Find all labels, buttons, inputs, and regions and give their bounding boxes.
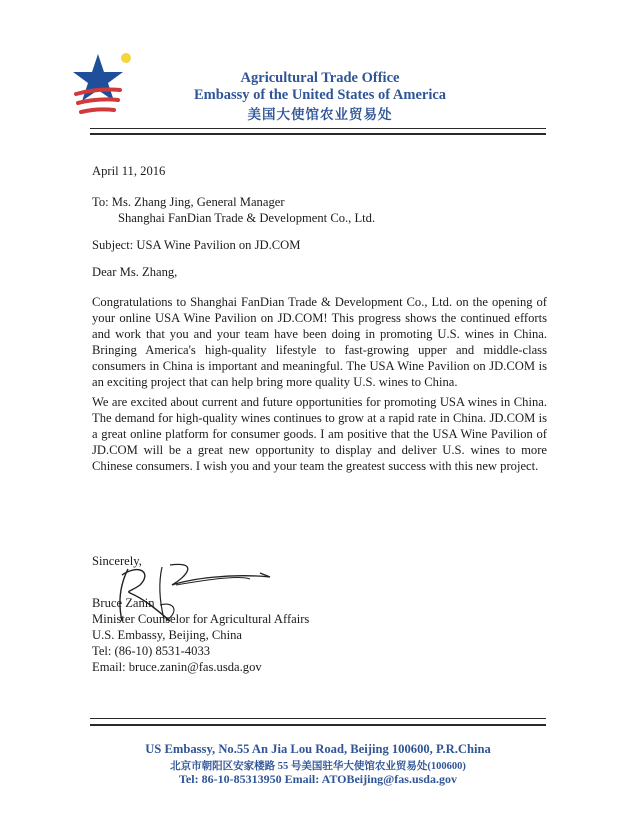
closing: Sincerely, [92,554,142,568]
office-title: Agricultural Trade Office [240,70,400,86]
signer-email: Email: bruce.zanin@fas.usda.gov [92,660,262,674]
body-paragraph: Congratulations to Shanghai FanDian Trade & Development Co., Ltd. on the opening of your online USA Wine Pavilion on JD.COM! This progress shows the continued efforts and work that you and your team have been doing in promoting U.S. wines in China. Bringing America's high-quality lifestyle to fast-growing upper and middle-class consumers in China is important and meaningful. The USA Wine Pavilion on JD.COM is an exciting project that can help bring more quality U.S. wines to China. [92,295,547,389]
signer-organization: U.S. Embassy, Beijing, China [92,628,242,642]
footer-divider-thick [90,724,546,726]
chinese-title: 美国大使馆农业贸易处 [247,107,393,122]
recipient-line: To: Ms. Zhang Jing, General Manager [92,195,285,209]
signer-name: Bruce Zanin [92,596,155,610]
signer-phone: Tel: (86-10) 8531-4033 [92,644,211,658]
yellow-dot [121,53,131,63]
subject-line: Subject: USA Wine Pavilion on JD.COM [92,238,301,252]
letter-date: April 11, 2016 [92,164,166,178]
embassy-title: Embassy of the United States of America [193,87,447,103]
footer-contact: Tel: 86-10-85313950 Email: ATOBeijing@fas.usda.gov [179,772,457,786]
signer-title: Minister Counselor for Agricultural Affairs [92,612,310,626]
body-paragraph: We are excited about current and future opportunities for promoting USA wines in China. The demand for high-quality wines continues to grow at a rapid rate in China. JD.COM is a great online platform for consumer goods. I am positive that the USA Wine Pavilion of JD.COM will be a great new opportunity to display and deliver U.S. wines to more Chinese consumers. I wish you and your team the greatest success with this new project. [92,395,547,473]
footer-divider-thin [90,718,546,719]
footer-address: US Embassy, No.55 An Jia Lou Road, Beijing 100600, P.R.China [145,742,491,756]
recipient-company: Shanghai FanDian Trade & Development Co., Ltd. [118,211,376,225]
salutation: Dear Ms. Zhang, [92,265,178,279]
footer-address-chinese: 北京市朝阳区安家楼路 55 号美国驻华大使馆农业贸易处(100600) [170,761,466,772]
header-divider-thin [90,128,546,129]
header-divider-thick [90,133,546,135]
